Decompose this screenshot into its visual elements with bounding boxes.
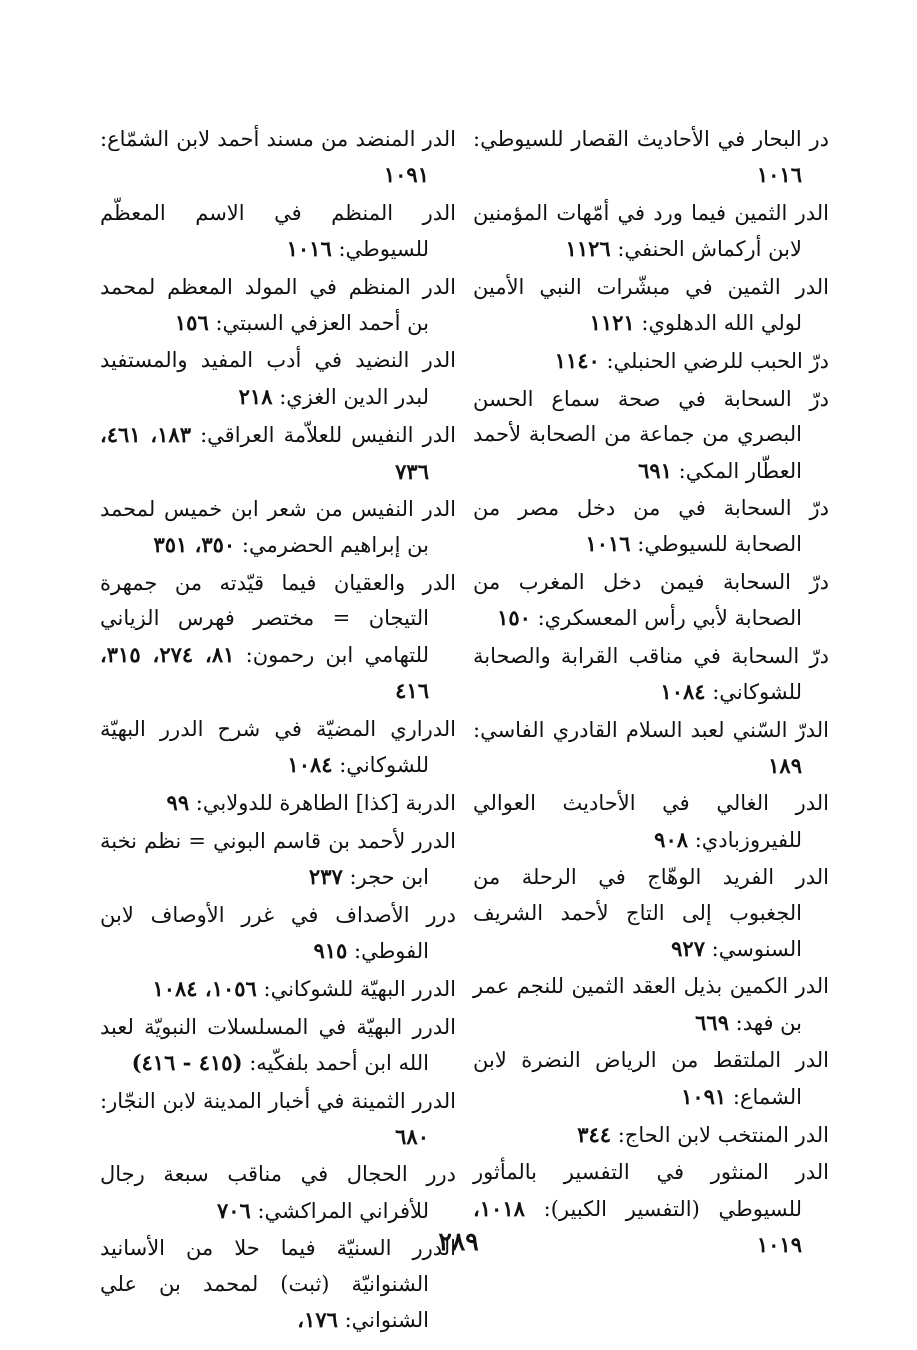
- index-entry: [473, 860, 829, 967]
- index-entry-pages: ٩٢٧: [671, 935, 705, 961]
- index-entry-title: درّ الحبب للرضي الحنبلي:: [606, 349, 829, 374]
- index-entry-title: الدراري المضيّة في شرح الدرر البهيّة للشوكاني:: [100, 716, 456, 777]
- index-entry-title: الدر الثمين في مبشّرات النبي الأمين لولي الله الدهلوي:: [473, 274, 829, 336]
- index-entry-title: الدر الكمين بذيل العقد الثمين للنجم عمر بن فهد:: [473, 974, 829, 1035]
- index-entry: [100, 566, 456, 710]
- index-entry-title: درّ السحابة فيمن دخل المغرب من الصحابة لأبي رأس المعسكري:: [473, 569, 829, 631]
- index-entry-pages: ١٠١٦: [756, 162, 802, 188]
- index-entry-title: الدرر الثمينة في أخبار المدينة لابن النجّار:: [100, 1088, 456, 1113]
- index-entry-title: درّ السحابة في مناقب القرابة والصحابة للشوكاني:: [473, 643, 829, 705]
- index-entry-pages: ١٥٠: [497, 605, 531, 631]
- index-entry: [100, 492, 456, 564]
- index-entry-pages: ١٨٣، ٤٦١، ٧٣٦: [100, 422, 429, 484]
- index-entry: [100, 824, 456, 896]
- index-entry-pages: ٩٩: [166, 790, 190, 816]
- index-entry-pages: ٢٣٧: [308, 864, 343, 890]
- index-entry-title: الدر والعقيان فيما قيّدته من جمهرة التيجان = مختصر فهرس الزياني للتهامي ابن رحمون:: [100, 570, 456, 667]
- index-entry: [100, 898, 456, 970]
- index-entry-title: الدر الفريد الوهّاج في الرحلة من الجغبوب إلى التاج لأحمد الشريف السنوسي:: [473, 865, 829, 961]
- index-entry-title: الدر المنثور في التفسير بالمأثور للسيوطي (التفسير الكبير):: [473, 1160, 829, 1221]
- index-entry: [473, 196, 829, 268]
- index-entry-pages: ١٧٦،: [297, 1307, 338, 1332]
- index-entry: [473, 491, 829, 563]
- index-entry-pages: ٢١٨: [238, 383, 273, 409]
- index-entry-title: درر الأصداف في غرر الأوصاف لابن الفوطي:: [100, 902, 456, 963]
- index-entry-title: الدرّ السّني لعبد السلام القادري الفاسي:: [473, 717, 829, 742]
- index-entry-title: الدربة [كذا] الطاهرة للدولابي:: [195, 791, 456, 816]
- index-entry-pages: ٨١، ٢٧٤، ٣١٥، ٤١٦: [100, 641, 429, 704]
- index-entry: [100, 270, 456, 342]
- index-entry-title: الدر المنظم في الاسم المعظّم للسيوطي:: [100, 200, 456, 262]
- index-entry-title: الدرر السنيّة فيما حلا من الأسانيد الشنوانيّة (ثبت) لمحمد بن علي الشنواني:: [100, 1236, 456, 1332]
- index-entry-pages: ١٠١٨، ١٠١٩: [473, 1195, 802, 1258]
- index-entry-title: الدرر لأحمد بن قاسم البوني = نظم نخبة ابن حجر:: [100, 828, 456, 890]
- index-entry-title: الدر المنضد من مسند أحمد لابن الشمّاع:: [100, 127, 456, 151]
- index-entry: [473, 565, 829, 637]
- index-entry-title: الدر الغالي في الأحاديث العوالي للفيروزبادي:: [473, 791, 829, 852]
- index-entry: [100, 971, 456, 1007]
- index-entry-pages: ٩٠٨: [654, 826, 689, 852]
- page-number: ٢٨٩: [438, 1227, 479, 1256]
- index-entry: [100, 712, 456, 784]
- index-entry: [100, 122, 456, 194]
- index-entry-title: درر الحجال في مناقب سبعة رجال للأفراني المراكشي:: [100, 1162, 456, 1223]
- index-entry-pages: ٣٥٠، ٣٥١: [153, 532, 236, 558]
- index-column-left: [100, 122, 456, 1340]
- index-entry-pages: ١٨٩: [768, 752, 802, 778]
- index-entry-pages: ١١٢١: [589, 310, 635, 336]
- index-entry: [473, 343, 829, 379]
- index-entry-title: الدر النفيس من شعر ابن خميس لمحمد بن إبراهيم الحضرمي:: [100, 497, 456, 558]
- index-entry-pages: ١٠٨٤: [660, 679, 706, 705]
- index-entry-pages: ١٠٩١: [383, 162, 429, 188]
- index-entry-pages: ١٠١٦: [286, 236, 332, 262]
- index-entry: [473, 382, 829, 489]
- index-entry: [100, 196, 456, 268]
- index-entry: [100, 417, 456, 490]
- index-entry-pages: ١٠١٦: [585, 531, 631, 557]
- index-entry-title: در البحار في الأحاديث القصار للسيوطي:: [473, 127, 829, 151]
- index-entry-pages: ١١٤٠: [554, 348, 600, 374]
- index-entry-pages: ٧٠٦: [216, 1197, 251, 1223]
- index-entry-title: درّ السحابة في صحة سماع الحسن البصري من جماعة من الصحابة لأحمد العطّار المكي:: [473, 386, 829, 483]
- index-entry-pages: ١٠٩١: [681, 1083, 727, 1109]
- index-entry: [473, 713, 829, 785]
- index-entry-pages: ٩١٥: [313, 937, 348, 963]
- index-entry: [100, 343, 456, 415]
- index-entry-pages: ١٠٨٤: [287, 751, 333, 777]
- index-entry: [100, 1010, 456, 1082]
- index-entry: [473, 639, 829, 711]
- index-entry-title: الدرر البهيّة للشوكاني:: [263, 977, 456, 1002]
- index-entry: [473, 122, 829, 194]
- index-entry-title: درّ السحابة في من دخل مصر من الصحابة للسيوطي:: [473, 496, 829, 557]
- index-entry-title: الدر المنتخب لابن الحاج:: [617, 1122, 829, 1147]
- index-column-right: [473, 122, 829, 1266]
- index-entry-pages: (٤١٥ - ٤١٦): [131, 1050, 243, 1076]
- index-entry-title: الدر الملتقط من الرياض النضرة لابن الشماع:: [473, 1048, 829, 1109]
- index-entry-pages: ١١٢٦: [565, 236, 611, 262]
- index-entry: [473, 969, 829, 1041]
- index-entry-pages: ٦٦٩: [695, 1009, 729, 1035]
- index-entry-title: الدر المنظم في المولد المعظم لمحمد بن أحمد العزفي السبتي:: [100, 274, 456, 336]
- index-entry-title: الدر الثمين فيما ورد في أمّهات المؤمنين لابن أركماش الحنفي:: [473, 200, 829, 262]
- index-entry: [100, 1084, 456, 1156]
- index-entry: [473, 270, 829, 342]
- index-entry: [473, 1117, 829, 1153]
- index-entry-title: الدر النضيد في أدب المفيد والمستفيد لبدر الدين الغزي:: [100, 348, 456, 409]
- index-entry-title: الدرر البهيّة في المسلسلات النبويّة لعبد الله ابن أحمد بلفكّيه:: [100, 1014, 456, 1076]
- index-entry-pages: ٣٤٤: [577, 1121, 612, 1147]
- index-entry: [100, 1157, 456, 1229]
- index-entry-title: الدر النفيس للعلاّمة العراقي:: [200, 423, 456, 448]
- index-entry-pages: ١٠٥٦، ١٠٨٤: [152, 976, 257, 1002]
- index-entry-pages: ٦٩١: [638, 457, 672, 483]
- index-entry: [473, 1043, 829, 1115]
- index-entry-pages: ٦٨٠: [395, 1123, 429, 1149]
- index-entry-pages: ١٥٦: [174, 310, 209, 336]
- index-entry: [100, 785, 456, 821]
- index-entry: [473, 786, 829, 858]
